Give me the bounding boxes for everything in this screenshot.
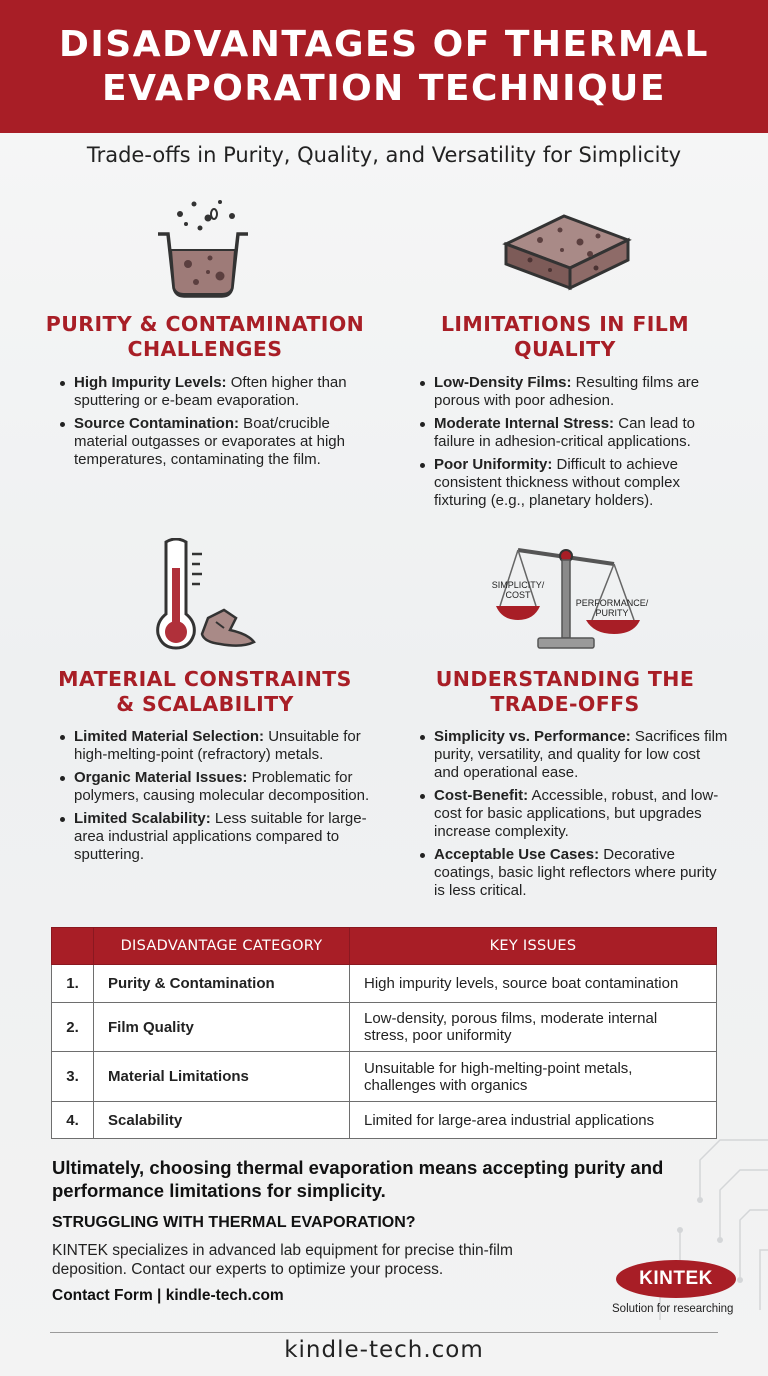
list-item xyxy=(418,728,728,782)
kintek-logo: KINTEK xyxy=(616,1260,736,1298)
section-title-line: MATERIAL CONSTRAINTS xyxy=(58,667,352,691)
section-title-line: QUALITY xyxy=(514,337,616,361)
row-category: Scalability xyxy=(94,1102,350,1139)
porous-film-icon xyxy=(500,206,634,298)
bullet-text: Difficult to achieve consistent thickness without complex fixturing (e.g., planetary holders). xyxy=(434,456,680,509)
scale-label-left-line2: COST xyxy=(505,590,531,600)
section-title-purity xyxy=(30,312,380,362)
scale-label-right-line1: PERFORMANCE/ xyxy=(575,598,649,608)
scale-label-right-line2: PURITY xyxy=(595,608,629,618)
section-title-line: UNDERSTANDING THE xyxy=(435,667,695,691)
section-title-line: & SCALABILITY xyxy=(116,692,294,716)
row-number: 3. xyxy=(52,1052,94,1102)
bullet-text: Problematic for polymers, causing molecular decomposition. xyxy=(74,769,370,804)
bullet-term: Low-Density Films: xyxy=(434,374,572,391)
row-category: Purity & Contamination xyxy=(94,965,350,1003)
section-title-line: CHALLENGES xyxy=(127,337,283,361)
row-category: Film Quality xyxy=(94,1003,350,1052)
row-issues: High impurity levels, source boat contamination xyxy=(350,965,717,1003)
bullet-list-film-quality xyxy=(418,374,728,515)
brand-tagline: Solution for researching xyxy=(612,1303,734,1315)
row-category: Material Limitations xyxy=(94,1052,350,1102)
bullet-list-purity xyxy=(58,374,378,474)
cta-body: KINTEK specializes in advanced lab equipment for precise thin-film deposition. Contact our experts to optimize your process. xyxy=(52,1242,513,1278)
bullet-text: Unsuitable for high-melting-point (refractory) metals. xyxy=(74,728,361,763)
bullet-text: Sacrifices film purity, versatility, and quality for low cost and operational ease. xyxy=(434,728,728,781)
section-title-line: PURITY & CONTAMINATION xyxy=(45,312,365,336)
bullet-term: Moderate Internal Stress: xyxy=(434,415,615,432)
list-item xyxy=(418,787,728,841)
bullet-text: Accessible, robust, and low-cost for basic applications, but upgrades increase complexity. xyxy=(434,787,719,840)
balance-scale-icon xyxy=(490,540,660,652)
page-title-line1: DISADVANTAGES OF THERMAL xyxy=(59,23,709,65)
bullet-term: Poor Uniformity: xyxy=(434,456,553,473)
bullet-list-material xyxy=(58,728,378,869)
section-title-tradeoffs xyxy=(385,667,745,717)
page-subtitle: Trade-offs in Purity, Quality, and Versatility for Simplicity xyxy=(86,143,682,167)
table-header-row xyxy=(52,928,717,965)
thermometer-icon xyxy=(150,538,260,650)
table-header-issues: KEY ISSUES xyxy=(350,928,717,965)
list-item xyxy=(58,769,378,805)
row-number: 4. xyxy=(52,1102,94,1139)
footer-divider xyxy=(50,1332,718,1333)
bullet-list-tradeoffs xyxy=(418,728,728,905)
conclusion-text: Ultimately, choosing thermal evaporation means accepting purity and performance limitations for simplicity. xyxy=(52,1157,664,1201)
bullet-term: High Impurity Levels: xyxy=(74,374,227,391)
bullet-text: Can lead to failure in adhesion-critical applications. xyxy=(434,415,695,450)
list-item xyxy=(418,846,728,900)
section-title-material xyxy=(30,667,380,717)
bullet-text: Decorative coatings, basic light reflectors where purity is less critical. xyxy=(434,846,717,899)
crucible-icon xyxy=(150,192,256,300)
list-item xyxy=(58,415,378,469)
bullet-text: Less suitable for large-area industrial applications compared to sputtering. xyxy=(74,810,367,863)
bullet-text: Resulting films are porous with poor adhesion. xyxy=(434,374,700,409)
header-banner xyxy=(0,0,768,133)
section-title-line: TRADE-OFFS xyxy=(490,692,640,716)
bullet-term: Limited Scalability: xyxy=(74,810,211,827)
row-issues: Unsuitable for high-melting-point metals, challenges with organics xyxy=(350,1052,717,1102)
row-issues: Low-density, porous films, moderate internal stress, poor uniformity xyxy=(350,1003,717,1052)
list-item xyxy=(418,456,728,510)
row-issues: Limited for large-area industrial applications xyxy=(350,1102,717,1139)
section-title-line: LIMITATIONS IN FILM xyxy=(440,312,690,336)
bullet-term: Source Contamination: xyxy=(74,415,240,432)
section-title-film-quality xyxy=(385,312,745,362)
bullet-term: Limited Material Selection: xyxy=(74,728,265,745)
table-header-number xyxy=(52,928,94,965)
list-item xyxy=(418,415,728,451)
list-item xyxy=(58,810,378,864)
footer-url[interactable]: kindle-tech.com xyxy=(284,1337,484,1363)
scale-label-left-line1: SIMPLICITY/ xyxy=(491,580,545,590)
table-row xyxy=(52,965,717,1003)
list-item xyxy=(418,374,728,410)
row-number: 1. xyxy=(52,965,94,1003)
bullet-text: Boat/crucible material outgasses or evaporates at high temperatures, contaminating the film. xyxy=(74,415,345,468)
table-row xyxy=(52,1003,717,1052)
table-row xyxy=(52,1052,717,1102)
bullet-term: Organic Material Issues: xyxy=(74,769,248,786)
bullet-text: Often higher than sputtering or e-beam evaporation. xyxy=(74,374,347,409)
list-item xyxy=(58,374,378,410)
page-title-line2: EVAPORATION TECHNIQUE xyxy=(101,67,666,109)
bullet-term: Simplicity vs. Performance: xyxy=(434,728,631,745)
cta-title: STRUGGLING WITH THERMAL EVAPORATION? xyxy=(52,1214,416,1231)
list-item xyxy=(58,728,378,764)
summary-table xyxy=(51,927,717,1139)
bullet-term: Cost-Benefit: xyxy=(434,787,529,804)
table-header-category: DISADVANTAGE CATEGORY xyxy=(94,928,350,965)
bullet-term: Acceptable Use Cases: xyxy=(434,846,600,863)
contact-link[interactable]: Contact Form | kindle-tech.com xyxy=(52,1287,284,1304)
row-number: 2. xyxy=(52,1003,94,1052)
